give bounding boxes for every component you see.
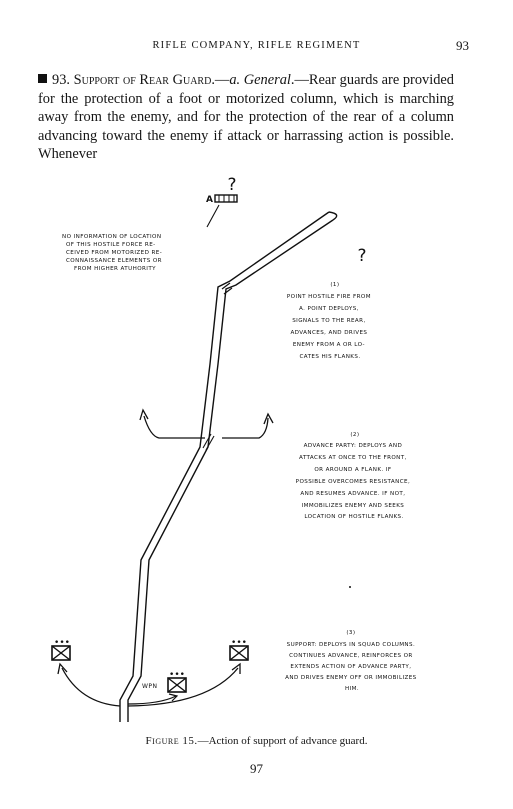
running-head: RIFLE COMPANY, RIFLE REGIMENT — [152, 40, 361, 51]
subsection-title: General — [243, 72, 291, 88]
advance-party-marker-2 — [206, 436, 214, 450]
right-question-mark: ? — [357, 246, 367, 266]
figure-caption — [0, 735, 513, 747]
paragraph-number: 93. — [52, 72, 70, 88]
weapons-squad-symbol — [168, 670, 186, 692]
advance-party-marker — [203, 434, 211, 448]
note-3: (3) SUPPORT: DEPLOYS IN SQUAD COLUMNS. CONTINUES ADVANCE, REINFORCES OR EXTENDS ACTION OF ADVANCE PARTY, AND DRIVES ENEMY OFF OR IMMOBILIZES HIM. — [285, 630, 417, 692]
weapons-label: WPN — [142, 683, 158, 690]
top-question-mark: ? — [227, 175, 237, 195]
advance-party-left-arrow — [144, 416, 205, 438]
route-head — [329, 212, 337, 220]
paragraph-93: 93. Support of Rear Guard.—a. General.—Rear guards are provided for the protection of a foot or motorized column, which is marching away from the enemy, and for the protection of the rear of a column advancing toward the enemy if attack or harrassing action is possible. Whenever — [38, 72, 454, 163]
right-squad-symbol — [230, 638, 248, 660]
note-1: (1) POINT HOSTILE FIRE FROM A. POINT DEPLOYS, SIGNALS TO THE REAR, ADVANCES, AND DRIVES ENEMY FROM A OR LO- CATES HIS FLANKS. — [286, 282, 371, 360]
support-left-arrow — [62, 668, 120, 706]
stray-dot — [349, 586, 351, 588]
note-2: (2) ADVANCE PARTY: DEPLOYS AND ATTACKS AT ONCE TO THE FRONT, OR AROUND A FLANK. IF POSSIBLE OVERCOMES RESISTANCE, AND RESUMES ADVANCE. IF NOT, IMMOBILIZES ENEMY AND SEEKS LOCATION OF HOSTILE FLANKS. — [295, 432, 411, 520]
paragraph-title: Support of Rear Guard — [73, 72, 212, 88]
enemy-label: A — [206, 195, 213, 205]
note-leader-line — [207, 205, 219, 227]
svg-text:•••: ••• — [54, 638, 70, 648]
page-folio: 97 — [250, 761, 263, 776]
info-note: NO INFORMATION OF LOCATION OF THIS HOSTILE FORCE RE- CEIVED FROM MOTORIZED RE- CONNAISSANCE ELEMENTS OR FROM HIGHER ATUHORITY — [62, 234, 163, 272]
subsection-letter: a. — [229, 72, 241, 88]
header-page-number: 93 — [456, 38, 469, 53]
paragraph-text: Rear guards are provided for the protection of a foot or motorized column, which is marching away from the enemy, and for the protection of the rear of a column advancing toward the enemy if attack or harrassing action is possible. Whenever — [38, 72, 454, 163]
svg-text:•••: ••• — [169, 670, 185, 680]
left-squad-symbol — [52, 638, 70, 660]
advance-party-right-arrow — [222, 418, 268, 438]
svg-text:•••: ••• — [231, 638, 247, 648]
figure-label: Figure 15. — [145, 735, 198, 747]
figure-caption-text: —Action of support of advance guard. — [197, 735, 368, 747]
advance-party-left-arrowhead — [140, 410, 148, 420]
